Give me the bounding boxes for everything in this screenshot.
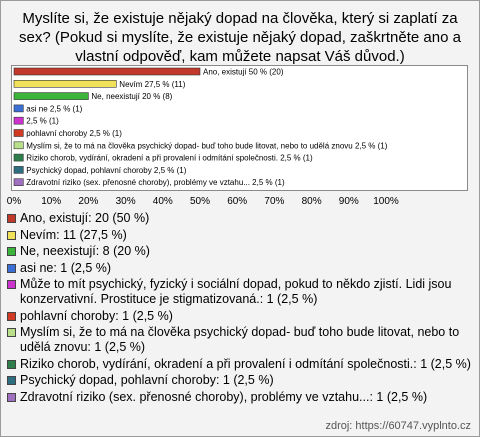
bar-5 xyxy=(14,130,23,137)
legend-swatch-9 xyxy=(7,393,16,402)
bar-label-1: Nevím 27,5 % (11) xyxy=(119,79,186,89)
bar-label-3: asi ne 2,5 % (1) xyxy=(26,104,83,114)
legend-swatch-0 xyxy=(7,214,16,223)
legend-label-2: Ne, neexistují: 8 (20 %) xyxy=(20,244,150,258)
x-tick-label-4: 40% xyxy=(152,196,173,207)
chart-title: Myslíte si, že existuje nějaký dopad na člověka, který si zaplatí za sex? (Pokud si myslíte, že existuje nějaký dopad, zaškrtněte ano a vlastní odpověď, kam můžete napsat Váš důvod.) xyxy=(19,10,461,65)
bar-7 xyxy=(14,154,23,161)
legend-swatch-1 xyxy=(7,231,16,240)
legend-item-6 xyxy=(7,325,473,355)
bar-label-4: 2,5 % (1) xyxy=(26,116,59,126)
x-tick-label-3: 30% xyxy=(115,196,136,207)
bar-6 xyxy=(14,142,23,149)
bar-label-2: Ne, neexistují 20 % (8) xyxy=(91,92,173,102)
x-tick-label-6: 60% xyxy=(227,196,248,207)
x-tick-label-10: 100% xyxy=(373,196,399,207)
bar-label-0: Ano, existují 50 % (20) xyxy=(203,67,284,77)
bar-9 xyxy=(14,179,23,186)
legend-item-1 xyxy=(7,228,473,243)
legend-swatch-4 xyxy=(7,280,16,289)
legend-swatch-2 xyxy=(7,247,16,256)
legend-label-4: Může to mít psychický, fyzický i sociální dopad, pokud to někdo zjistí. Lidi jsou konzervativní. Prostituce je stigmatizovaná.: 1 (2,5 %) xyxy=(20,277,452,306)
legend-item-0 xyxy=(7,211,473,226)
x-tick-label-0: 0% xyxy=(6,196,22,207)
x-tick-label-8: 80% xyxy=(301,196,322,207)
legend-label-9: Zdravotní riziko (sex. přenosné choroby), problémy ve vztahu...: 1 (2,5 %) xyxy=(20,389,428,404)
bar-label-8: Psychický dopad, pohlavní choroby 2,5 % (1) xyxy=(26,165,187,175)
x-tick-label-2: 20% xyxy=(78,196,99,207)
bar-3 xyxy=(14,105,23,112)
legend-swatch-3 xyxy=(7,264,16,273)
legend-swatch-8 xyxy=(7,376,16,385)
legend-item-2 xyxy=(7,244,473,259)
x-tick-label-9: 90% xyxy=(338,196,359,207)
legend-label-7: Riziko chorob, vydírání, okradení a při provalení i odmítání společnosti.: 1 (2,5 %) xyxy=(20,356,471,371)
legend-item-9 xyxy=(7,390,473,405)
bar-1 xyxy=(14,80,116,87)
bar-chart xyxy=(1,1,479,216)
legend-label-5: pohlavní choroby: 1 (2,5 %) xyxy=(20,308,173,323)
legend-item-8 xyxy=(7,373,473,388)
chart-legend xyxy=(7,211,473,406)
legend-label-8: Psychický dopad, pohlavní choroby: 1 (2,5 %) xyxy=(20,373,274,387)
bar-label-6: Myslím si, že to má na člověka psychický dopad- buď toho bude litovat, nebo to udělá znovu 2,5 % (1) xyxy=(26,141,388,151)
legend-label-0: Ano, existují: 20 (50 %) xyxy=(20,211,150,225)
legend-item-5 xyxy=(7,309,473,324)
legend-label-1: Nevím: 11 (27,5 %) xyxy=(20,227,127,242)
legend-swatch-7 xyxy=(7,360,16,369)
bar-label-5: pohlavní choroby 2,5 % (1) xyxy=(26,129,122,138)
legend-item-4 xyxy=(7,277,473,307)
bar-2 xyxy=(14,93,88,100)
legend-label-6: Myslím si, že to má na člověka psychický dopad- buď toho bude litovat, nebo to udělá znovu: 1 (2,5 %) xyxy=(20,325,460,354)
bar-8 xyxy=(14,166,23,173)
x-tick-label-7: 70% xyxy=(264,196,285,207)
source-note: zdroj: https://60747.vyplnto.cz xyxy=(325,420,471,432)
legend-item-7 xyxy=(7,357,473,372)
x-tick-label-5: 50% xyxy=(189,196,211,207)
x-tick-label-1: 10% xyxy=(41,196,62,207)
bar-label-9: Zdravotní riziko (sex. přenosné choroby), problémy ve vztahu... 2,5 % (1) xyxy=(26,178,285,188)
legend-swatch-5 xyxy=(7,312,16,321)
bar-4 xyxy=(14,117,23,124)
bar-0 xyxy=(14,68,200,75)
legend-item-3 xyxy=(7,261,473,276)
legend-label-3: asi ne: 1 (2,5 %) xyxy=(20,260,112,275)
legend-swatch-6 xyxy=(7,328,16,337)
bar-label-7: Riziko chorob, vydírání, okradení a při provalení i odmítání společnosti. 2,5 % (1) xyxy=(26,153,313,163)
